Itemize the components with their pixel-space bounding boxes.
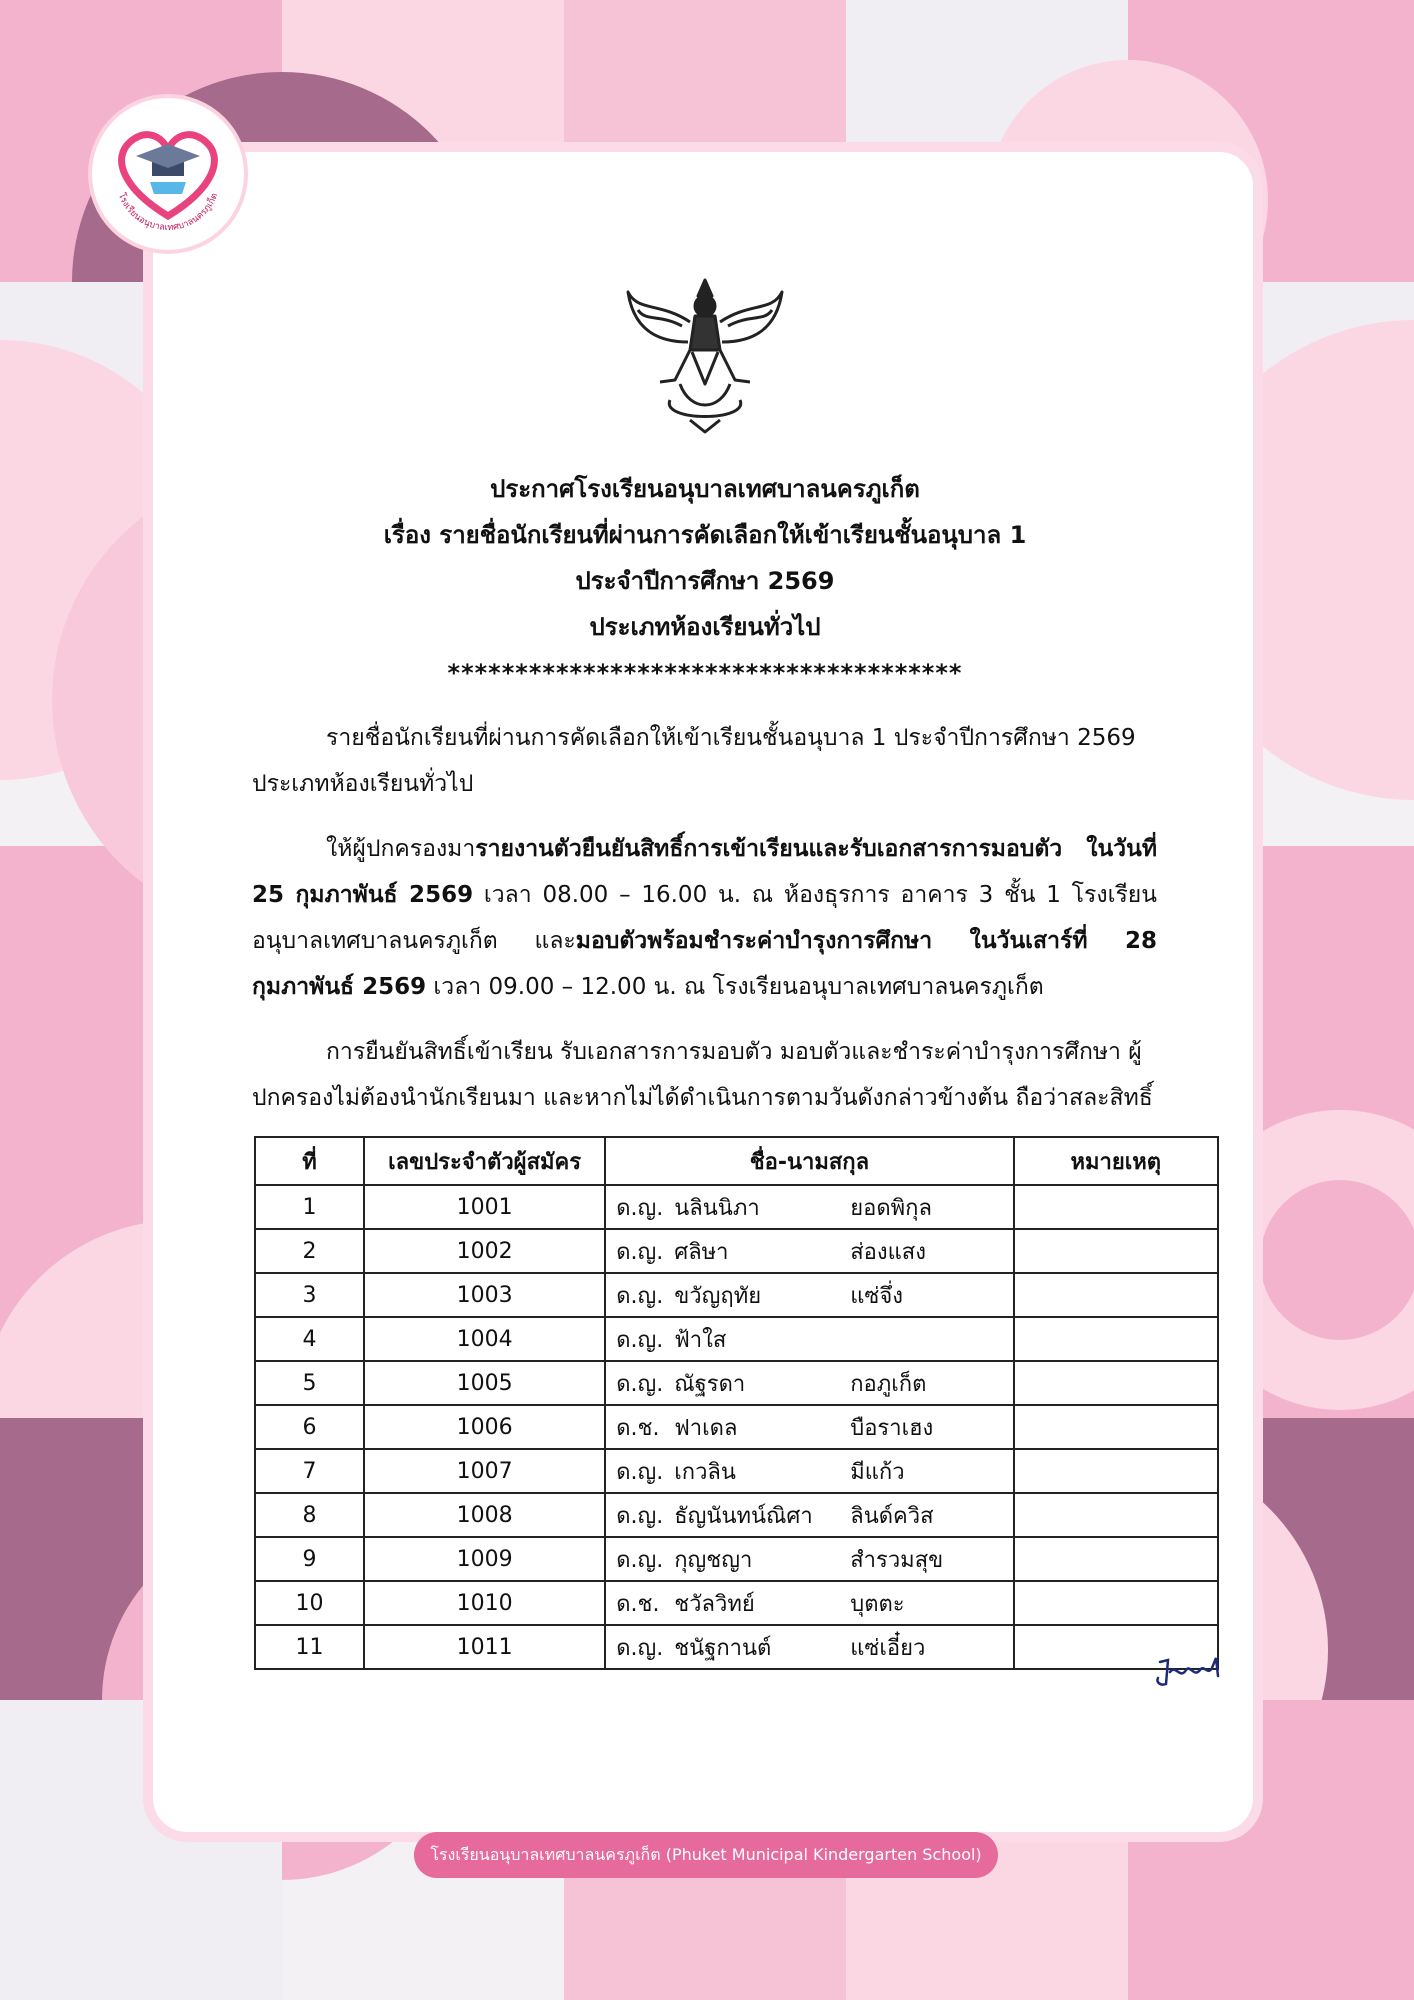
last-name: บุตตะ (850, 1591, 905, 1617)
cell-name (605, 1361, 1013, 1405)
first-name: ศลิษา (674, 1239, 729, 1265)
cell-applicant-id: 1007 (364, 1449, 605, 1493)
cell-remarks (1014, 1449, 1218, 1493)
col-header-applicant-id: เลขประจำตัวผู้สมัคร (364, 1137, 605, 1185)
cell-remarks (1014, 1493, 1218, 1537)
name-prefix: ด.ญ. (616, 1371, 664, 1397)
cell-applicant-id: 1003 (364, 1273, 605, 1317)
last-name: ลินด์ควิส (850, 1503, 934, 1529)
cell-name (605, 1317, 1013, 1361)
name-prefix: ด.ญ. (616, 1503, 664, 1529)
cell-name (605, 1493, 1013, 1537)
name-prefix: ด.ช. (616, 1415, 660, 1441)
footer-school-name: โรงเรียนอนุบาลเทศบาลนครภูเก็ต (Phuket Municipal Kindergarten School) (414, 1832, 998, 1878)
cell-applicant-id: 1001 (364, 1185, 605, 1229)
name-prefix: ด.ญ. (616, 1327, 664, 1353)
note-paragraph (252, 1029, 1157, 1121)
cell-no: 5 (255, 1361, 364, 1405)
cell-remarks (1014, 1361, 1218, 1405)
name-prefix: ด.ญ. (616, 1239, 664, 1265)
note-text: การยืนยันสิทธิ์เข้าเรียน รับเอกสารการมอบตัว มอบตัวและชำระค่าบำรุงการศึกษา ผู้ปกครองไม่ต้องนำนักเรียนมา และหากไม่ได้ดำเนินการตามวันดังกล่าวข้างต้น ถือว่าสละสิทธิ์ (252, 1039, 1153, 1111)
classroom-type: ประเภทห้องเรียนทั่วไป (589, 613, 821, 641)
table-row (255, 1185, 1218, 1229)
first-name: ขวัญฤทัย (674, 1283, 762, 1309)
last-name: กอภูเก็ต (850, 1371, 927, 1397)
cell-name (605, 1625, 1013, 1669)
table-row (255, 1493, 1218, 1537)
cell-no: 4 (255, 1317, 364, 1361)
name-prefix: ด.ช. (616, 1591, 660, 1617)
last-name: ส่องแสง (850, 1239, 926, 1265)
intro-text: รายชื่อนักเรียนที่ผ่านการคัดเลือกให้เข้าเรียนชั้นอนุบาล 1 ประจำปีการศึกษา 2569 ประเภทห้องเรียนทั่วไป (252, 725, 1136, 797)
table-row (255, 1625, 1218, 1669)
cell-name (605, 1405, 1013, 1449)
signature-mark (1150, 1650, 1230, 1690)
cell-remarks (1014, 1317, 1218, 1361)
name-prefix: ด.ญ. (616, 1283, 664, 1309)
cell-remarks (1014, 1405, 1218, 1449)
cell-name (605, 1537, 1013, 1581)
instructions-text-b: รายงานตัวยืนยันสิทธิ์การเข้าเรียนและรับเอกสารการมอบตัว ในวันที่ 25 กุมภาพันธ์ 2569 (252, 836, 1157, 908)
cell-remarks (1014, 1229, 1218, 1273)
cell-no: 7 (255, 1449, 364, 1493)
col-header-remarks: หมายเหตุ (1014, 1137, 1218, 1185)
instructions-text-e: เวลา 09.00 – 12.00 น. ณ โรงเรียนอนุบาลเทศบาลนครภูเก็ต (426, 974, 1044, 1000)
first-name: ชนัฐกานต์ (674, 1635, 772, 1661)
cell-applicant-id: 1009 (364, 1537, 605, 1581)
table-header-row (255, 1137, 1218, 1185)
cell-remarks (1014, 1537, 1218, 1581)
table-row (255, 1581, 1218, 1625)
first-name: กุญชญา (674, 1547, 753, 1573)
first-name: ณัฐรดา (674, 1371, 746, 1397)
cell-applicant-id: 1002 (364, 1229, 605, 1273)
first-name: ธัญนันทน์ณิศา (674, 1503, 813, 1529)
last-name: ยอดพิกุล (850, 1195, 932, 1221)
cell-applicant-id: 1008 (364, 1493, 605, 1537)
cell-name (605, 1449, 1013, 1493)
last-name: มีแก้ว (850, 1459, 905, 1485)
last-name: แซ่เอี๋ยว (850, 1635, 926, 1661)
last-name: สำรวมสุข (850, 1547, 944, 1573)
table-row (255, 1537, 1218, 1581)
cell-no: 1 (255, 1185, 364, 1229)
student-list-table (254, 1136, 1219, 1670)
cell-name (605, 1581, 1013, 1625)
first-name: ชวัลวิทย์ (674, 1591, 755, 1617)
cell-remarks (1014, 1581, 1218, 1625)
announcement-subject: เรื่อง รายชื่อนักเรียนที่ผ่านการคัดเลือกให้เข้าเรียนชั้นอนุบาล 1 (383, 521, 1027, 549)
instructions-paragraph (252, 826, 1157, 1010)
table-row (255, 1229, 1218, 1273)
announcement-header (280, 466, 1130, 696)
announcement-title: ประกาศโรงเรียนอนุบาลเทศบาลนครภูเก็ต (490, 475, 920, 503)
instructions-text-a: ให้ผู้ปกครองมา (326, 836, 476, 862)
cell-name (605, 1273, 1013, 1317)
cell-applicant-id: 1004 (364, 1317, 605, 1361)
name-prefix: ด.ญ. (616, 1459, 664, 1485)
last-name: บือราเฮง (850, 1415, 934, 1441)
instructions-text-c: เวลา 08.00 – 16.00 น. ณ ห้องธุรการ อาคาร 3 ชั้น 1 โรงเรียนอนุบาลเทศบาลนครภูเก็ต และ (252, 882, 1157, 954)
table-row (255, 1317, 1218, 1361)
cell-applicant-id: 1006 (364, 1405, 605, 1449)
first-name: ฟาเดล (674, 1415, 738, 1441)
name-prefix: ด.ญ. (616, 1547, 664, 1573)
cell-name (605, 1185, 1013, 1229)
table-row (255, 1273, 1218, 1317)
table-row (255, 1449, 1218, 1493)
last-name: แซ่จึ่ง (850, 1283, 903, 1309)
first-name: นลินนิภา (674, 1195, 760, 1221)
cell-no: 2 (255, 1229, 364, 1273)
separator-stars: ************************************** (447, 659, 963, 687)
table-row (255, 1361, 1218, 1405)
academic-year: ประจำปีการศึกษา 2569 (575, 567, 835, 595)
cell-remarks (1014, 1185, 1218, 1229)
cell-remarks (1014, 1273, 1218, 1317)
name-prefix: ด.ญ. (616, 1635, 664, 1661)
cell-no: 9 (255, 1537, 364, 1581)
cell-applicant-id: 1011 (364, 1625, 605, 1669)
cell-no: 11 (255, 1625, 364, 1669)
name-prefix: ด.ญ. (616, 1195, 664, 1221)
table-row (255, 1405, 1218, 1449)
cell-no: 8 (255, 1493, 364, 1537)
intro-paragraph (252, 715, 1157, 807)
school-logo (88, 94, 248, 254)
first-name: เกวลิน (674, 1459, 736, 1485)
cell-applicant-id: 1010 (364, 1581, 605, 1625)
cell-name (605, 1229, 1013, 1273)
col-header-no: ที่ (255, 1137, 364, 1185)
first-name: ฟ้าใส (674, 1327, 727, 1353)
garuda-emblem (620, 272, 790, 440)
cell-no: 6 (255, 1405, 364, 1449)
col-header-full-name: ชื่อ-นามสกุล (605, 1137, 1013, 1185)
logo-text: โรงเรียนอนุบาลเทศบาลนครภูเก็ต (115, 191, 221, 234)
cell-no: 3 (255, 1273, 364, 1317)
cell-no: 10 (255, 1581, 364, 1625)
instructions-text-d: มอบตัวพร้อมชำระค่าบำรุงการศึกษา ในวันเสาร์ที่ 28 กุมภาพันธ์ 2569 (252, 928, 1157, 1000)
cell-applicant-id: 1005 (364, 1361, 605, 1405)
